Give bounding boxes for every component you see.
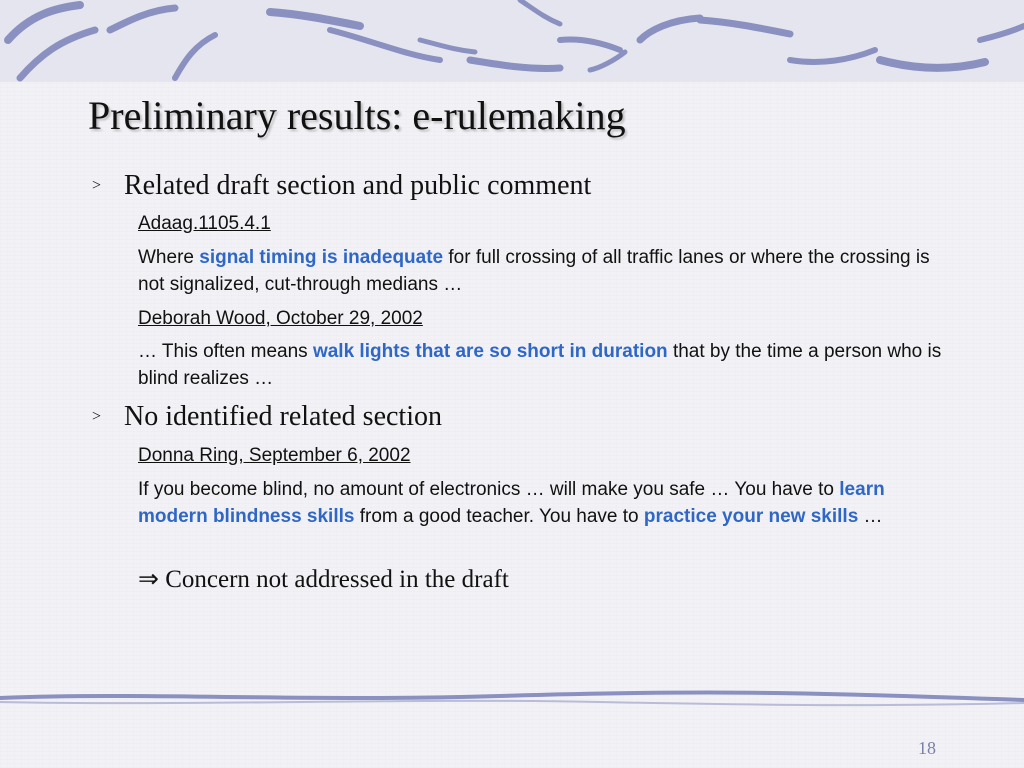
slide-title: Preliminary results: e-rulemaking <box>88 93 626 138</box>
text-segment: for full crossing of all traffic lanes or where the crossing is not signalized, cut-through medians … <box>138 247 930 295</box>
bullet-label: Related draft section and public comment <box>124 170 592 201</box>
text-segment: Where <box>138 247 200 268</box>
public-comment-text <box>138 476 898 530</box>
arrowhead-bullet-icon: > <box>92 408 102 425</box>
implies-arrow-icon: ⇒ <box>138 566 159 593</box>
text-segment: that by the time a person who is blind realizes … <box>138 341 942 389</box>
comment-author: Donna Ring, September 6, 2002 <box>138 445 411 466</box>
text-segment: … This often means <box>138 341 313 362</box>
bullet-no-related-section <box>92 401 442 433</box>
highlight-phrase: practice your new skills <box>643 506 859 527</box>
conclusion-line <box>138 564 509 596</box>
page-number: 18 <box>918 738 936 758</box>
draft-section-reference: Adaag.1105.4.1 <box>138 213 271 234</box>
text-segment: … <box>858 506 883 527</box>
public-comment-text <box>138 338 948 392</box>
text-segment: If you become blind, no amount of electronics … will make you safe … You have to <box>138 479 840 500</box>
highlight-phrase: walk lights that are so short in duration <box>312 341 668 362</box>
comment-author-line <box>138 442 948 469</box>
bullet-label: No identified related section <box>124 401 442 432</box>
conclusion-text: Concern not addressed in the draft <box>158 566 509 593</box>
comment-author: Deborah Wood, October 29, 2002 <box>138 308 423 329</box>
highlight-phrase: signal timing is inadequate <box>199 247 444 268</box>
decorative-swirl-banner <box>0 0 1024 82</box>
decorative-bottom-divider <box>0 684 1024 714</box>
bullet-related-draft-section <box>92 170 591 202</box>
arrowhead-bullet-icon: > <box>92 177 102 194</box>
highlight-phrase: learn modern blindness skills <box>138 479 885 527</box>
draft-section-text <box>138 244 948 298</box>
text-segment: from a good teacher. You have to <box>354 506 644 527</box>
comment-author-line <box>138 305 948 332</box>
reference-label <box>138 210 948 237</box>
